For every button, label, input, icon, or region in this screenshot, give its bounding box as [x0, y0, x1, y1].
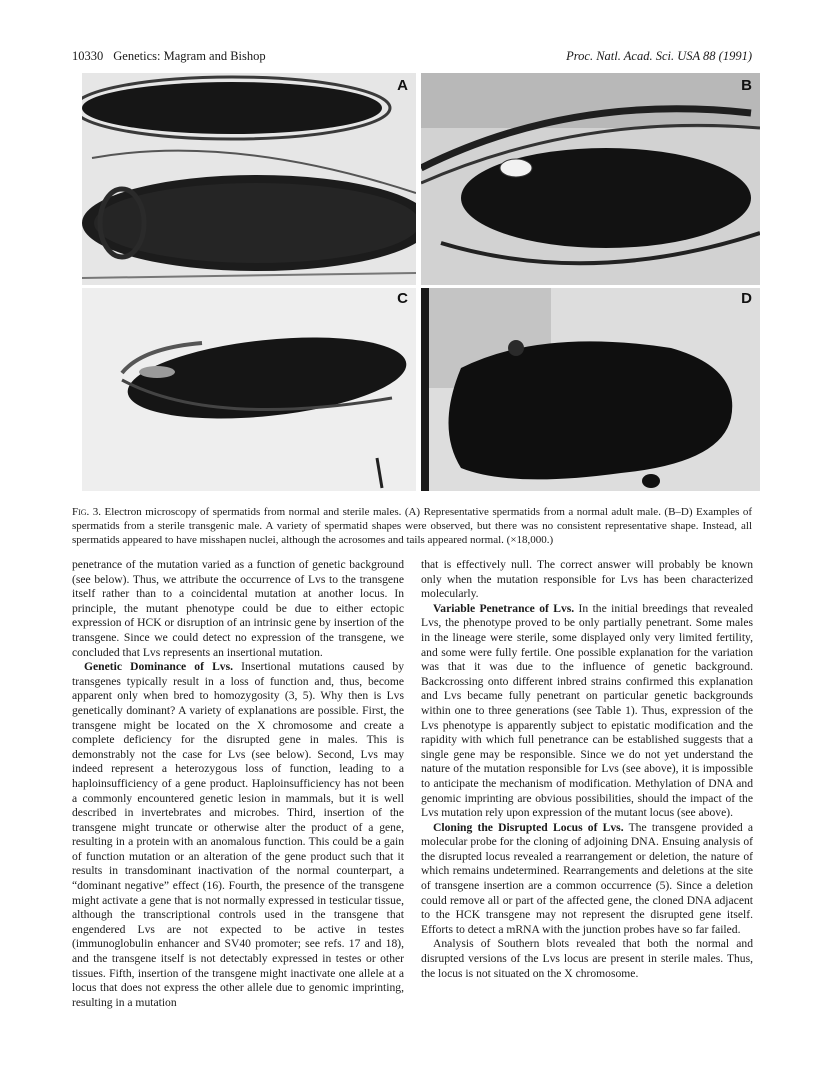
page-number: 10330 — [72, 49, 104, 63]
right-paragraph-3-text: The transgene provided a molecular probe for the cloning of adjoining DNA. Ensuing analysis of the disrupted locus revealed a rearrangement or deletion, the nature of which remains undetermined. Rearrangements and deletions at the site of transgene insertion are a common occurrence (5). Since a deletion could remove all or part of the affected gene, the cloned DNA adjacent to the HCK transgene may not represent the disrupted gene itself. Efforts to detect a mRNA with the junction probes have so far failed. — [421, 820, 753, 936]
micrograph-d-image — [421, 288, 760, 491]
caption-text: Electron microscopy of spermatids from normal and sterile males. (A) Representative spermatids from a normal adult male. (B–D) Examples of spermatids from a sterile transgenic male. A variety of spermatid shapes were observed, but there was no consistent representative shape. Instead, all spermatids appeared to have misshapen nuclei, although the acrosomes and tails appeared normal. (×18,000.) — [72, 506, 752, 546]
figure-caption — [72, 505, 752, 547]
right-paragraph-3 — [421, 821, 753, 938]
right-paragraph-1: that is effectively null. The correct answer will probably be known only when the mutation responsible for Lvs has been characterized molecularly. — [421, 558, 753, 601]
left-paragraph-1: penetrance of the mutation varied as a function of genetic background (see below). Thus, we attribute the occurrence of Lvs to the transgene itself rather than to a coincidental mutation at another locus. In principle, the mutant phenotype could be due to either ectopic expression of HCK or disruption of an intrinsic gene by insertion of the transgene. Since we could detect no expression of the transgene, we concluded that Lvs represents an insertional mutation. — [72, 558, 404, 659]
left-column — [72, 558, 404, 1010]
panel-label-c: C — [397, 290, 408, 307]
micrograph-panel-b — [421, 73, 760, 285]
right-paragraph-2 — [421, 602, 753, 821]
running-title: Genetics: Magram and Bishop — [113, 49, 266, 63]
left-paragraph-2-text: Insertional mutations caused by transgenes typically result in a loss of function and, thus, become apparent only when bred to homozygosity (3, 5). Why then is Lvs genetically dominant? A variety of explanations are possible. First, the transgene might be located on the X chromosome and create a complete deficiency for the disrupted gene in males. This is demonstrably not the case for Lvs (see below). Second, Lvs may indeed represent a heterozygous loss of function, leading to a haploinsufficiency of a gene product. Haploinsufficiency has not been a commonly encountered genetic lesion in mammals, but it is well described in invertebrates and microbes. Third, insertion of the transgene might truncate or otherwise alter the product of a gene, resulting in a protein with an anomalous function. This could be a gain of function mutation or an alteration of the gene product such that it results in transdominant inactivation of the normal counterpart, a “dominant negative” effect (16). Fourth, the presence of the transgene might activate a gene that is not normally expressed in testicular tissue, although the transcriptional controls used in the transgene that engendered Lvs are not expected to be active in testes (immunoglobulin enhancer and SV40 promoter; see refs. 17 and 18), and the transgene itself is not detectably expressed in testes or other tissues. Fifth, insertion of the transgene might inactivate one allele at a locus that does not express the other allele due to genomic imprinting, resulting in a mutation — [72, 660, 404, 1009]
section-heading-cloning: Cloning the Disrupted Locus of Lvs. — [433, 820, 624, 834]
right-column — [421, 558, 753, 981]
micrograph-panel-a — [82, 73, 416, 285]
section-heading-genetic-dominance: Genetic Dominance of Lvs. — [84, 660, 234, 674]
micrograph-a-image — [82, 73, 416, 285]
panel-label-d: D — [741, 290, 752, 307]
panel-label-b: B — [741, 77, 752, 94]
left-paragraph-2 — [72, 660, 404, 1010]
micrograph-panel-d — [421, 288, 760, 491]
caption-label: Fig. 3. — [72, 506, 102, 518]
right-paragraph-2-text: In the initial breedings that revealed Lvs, the phenotype proved to be only partially penetrant. Some males in the lineage were sterile, some displayed only very limited fertility, and some were fully fertile. One possible explanation for the variation was that it was due to the influence of genetic background. Backcrossing onto different inbred strains confirmed this explanation and Lvs became fully penetrant on particular genetic backgrounds within one to three generations (see Table 1). Thus, expression of the Lvs phenotype is apparently subject to epistatic modification and the rapidity with which full penetrance can be established suggests that a single gene may be responsible. Since we do not yet understand the nature of the mutation responsible for Lvs (see above), it is impossible to anticipate the mechanism of modification. Methylation of DNA and genomic imprinting are obvious possibilities, should the impact of the Lvs mutation rely upon expression of the mutant locus (see above). — [421, 601, 753, 820]
micrograph-panel-c — [82, 288, 416, 491]
micrograph-c-image — [82, 288, 416, 491]
figure-3 — [82, 73, 760, 491]
panel-label-a: A — [397, 77, 408, 94]
journal-citation: Proc. Natl. Acad. Sci. USA 88 (1991) — [566, 49, 752, 63]
section-heading-variable-penetrance: Variable Penetrance of Lvs. — [433, 601, 575, 615]
page-header — [72, 49, 752, 67]
header-left — [72, 49, 266, 64]
right-paragraph-4: Analysis of Southern blots revealed that both the normal and disrupted versions of the Lvs locus are present in sterile males. Thus, the locus is not situated on the X chromosome. — [421, 937, 753, 980]
micrograph-b-image — [421, 73, 760, 285]
